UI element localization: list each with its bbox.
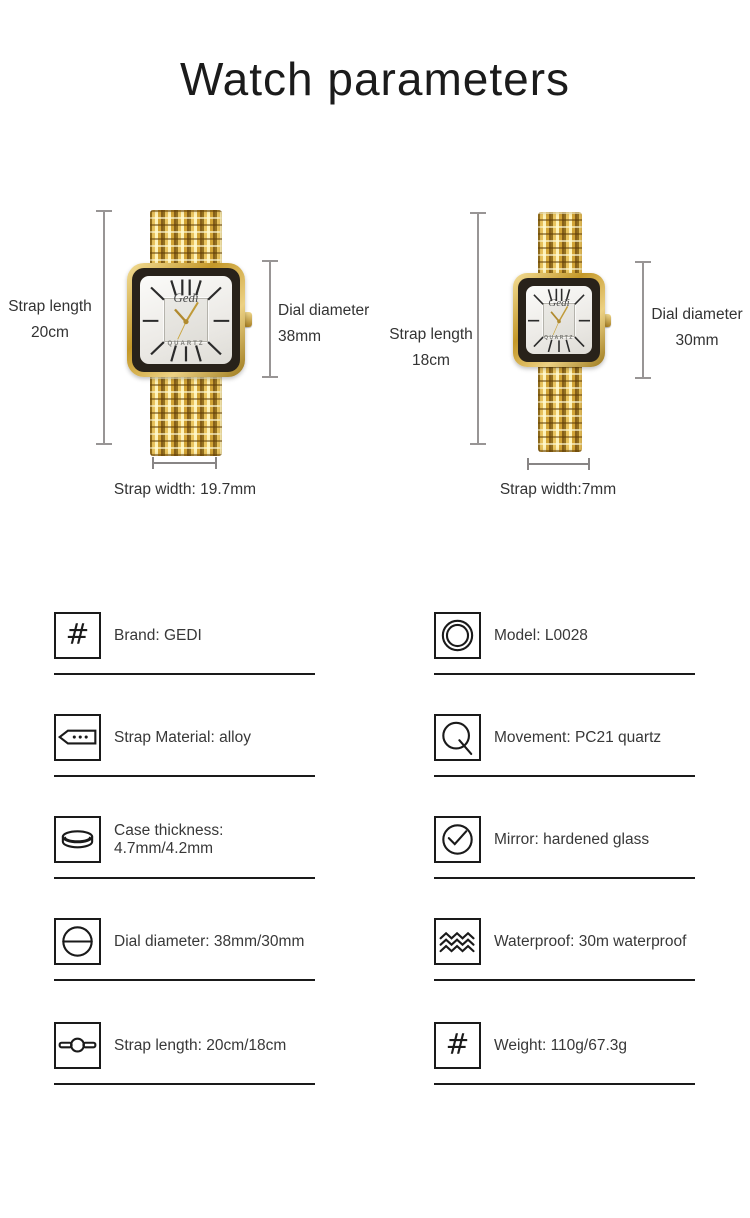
weight-icon [434,1022,481,1069]
svg-text:#: # [445,1028,470,1062]
mirror-icon [434,816,481,863]
hash-icon [54,612,101,659]
spec-text: Case thickness: 4.7mm/4.2mm [114,821,224,857]
spec-text: Waterproof: 30m waterproof [494,932,687,950]
spec-text: Movement: PC21 quartz [494,728,662,746]
strap-length-icon [54,1022,101,1069]
watch-bezel [518,278,600,362]
spec-row-model [434,612,695,676]
spec-row-weight [434,1022,695,1086]
spec-row-brand [54,612,315,676]
dial-diameter-icon [54,918,101,965]
divider [54,775,315,777]
spec-row-movement [434,714,695,778]
svg-text:#: # [65,618,90,652]
divider [434,775,695,777]
dial-diameter-measure-line [642,261,644,379]
quartz-label: QUARTZ [167,341,205,348]
divider [54,979,315,981]
strap-icon [54,714,101,761]
spec-row-waterproof [434,918,695,982]
model-icon [434,612,481,659]
spec-text: Mirror: hardened glass [494,830,650,848]
strap-length-annotation: Strap length 18cm [389,326,473,369]
strap-length-measure-line [477,212,479,445]
bracelet-top [538,212,582,277]
strap-width-annotation: Strap width: 19.7mm [113,481,257,498]
dial-diameter-annotation: Dial diameter 30mm [651,306,743,349]
brand-logo: Gedi [173,290,199,306]
dial-diameter-measure-line [269,260,271,378]
spec-row-strap-length [54,1022,315,1086]
spec-text: Strap Material: alloy [114,728,251,746]
spec-text: Model: L0028 [494,626,588,644]
divider [434,1083,695,1085]
spec-text: Dial diameter: 38mm/30mm [114,932,305,950]
spec-row-dial-diameter [54,918,315,982]
spec-row-mirror [434,816,695,880]
divider [54,877,315,879]
page-title: Watch parameters [179,53,571,105]
watch-dial [526,286,592,354]
spec-text: Brand: GEDI [114,626,202,644]
dial-diameter-annotation: Dial diameter 38mm [278,302,370,345]
strap-length-annotation: Strap length 20cm [8,298,92,341]
watch-case [127,263,245,377]
divider [54,673,315,675]
spec-row-strap-material [54,714,315,778]
divider [434,979,695,981]
watch-hands [551,306,568,335]
strap-width-measure-line [152,462,217,464]
case-thickness-icon [54,816,101,863]
waterproof-icon [434,918,481,965]
divider [434,877,695,879]
quartz-label: QUARTZ [544,335,574,342]
divider [54,1083,315,1085]
movement-icon [434,714,481,761]
spec-text: Weight: 110g/67.3g [494,1036,627,1054]
divider [434,673,695,675]
watch-hands [175,302,198,339]
watch-dial [140,276,232,364]
strap-width-measure-line [527,463,590,465]
watch-case [513,273,605,367]
strap-length-measure-line [103,210,105,445]
spec-row-case-thickness [54,816,315,880]
spec-text: Strap length: 20cm/18cm [114,1036,287,1054]
watch-bezel [132,268,240,372]
bracelet-bottom [150,374,222,456]
bracelet-top [150,210,222,268]
bracelet-bottom [538,364,582,452]
brand-logo: Gedi [548,296,570,309]
strap-width-annotation: Strap width:7mm [499,481,617,498]
